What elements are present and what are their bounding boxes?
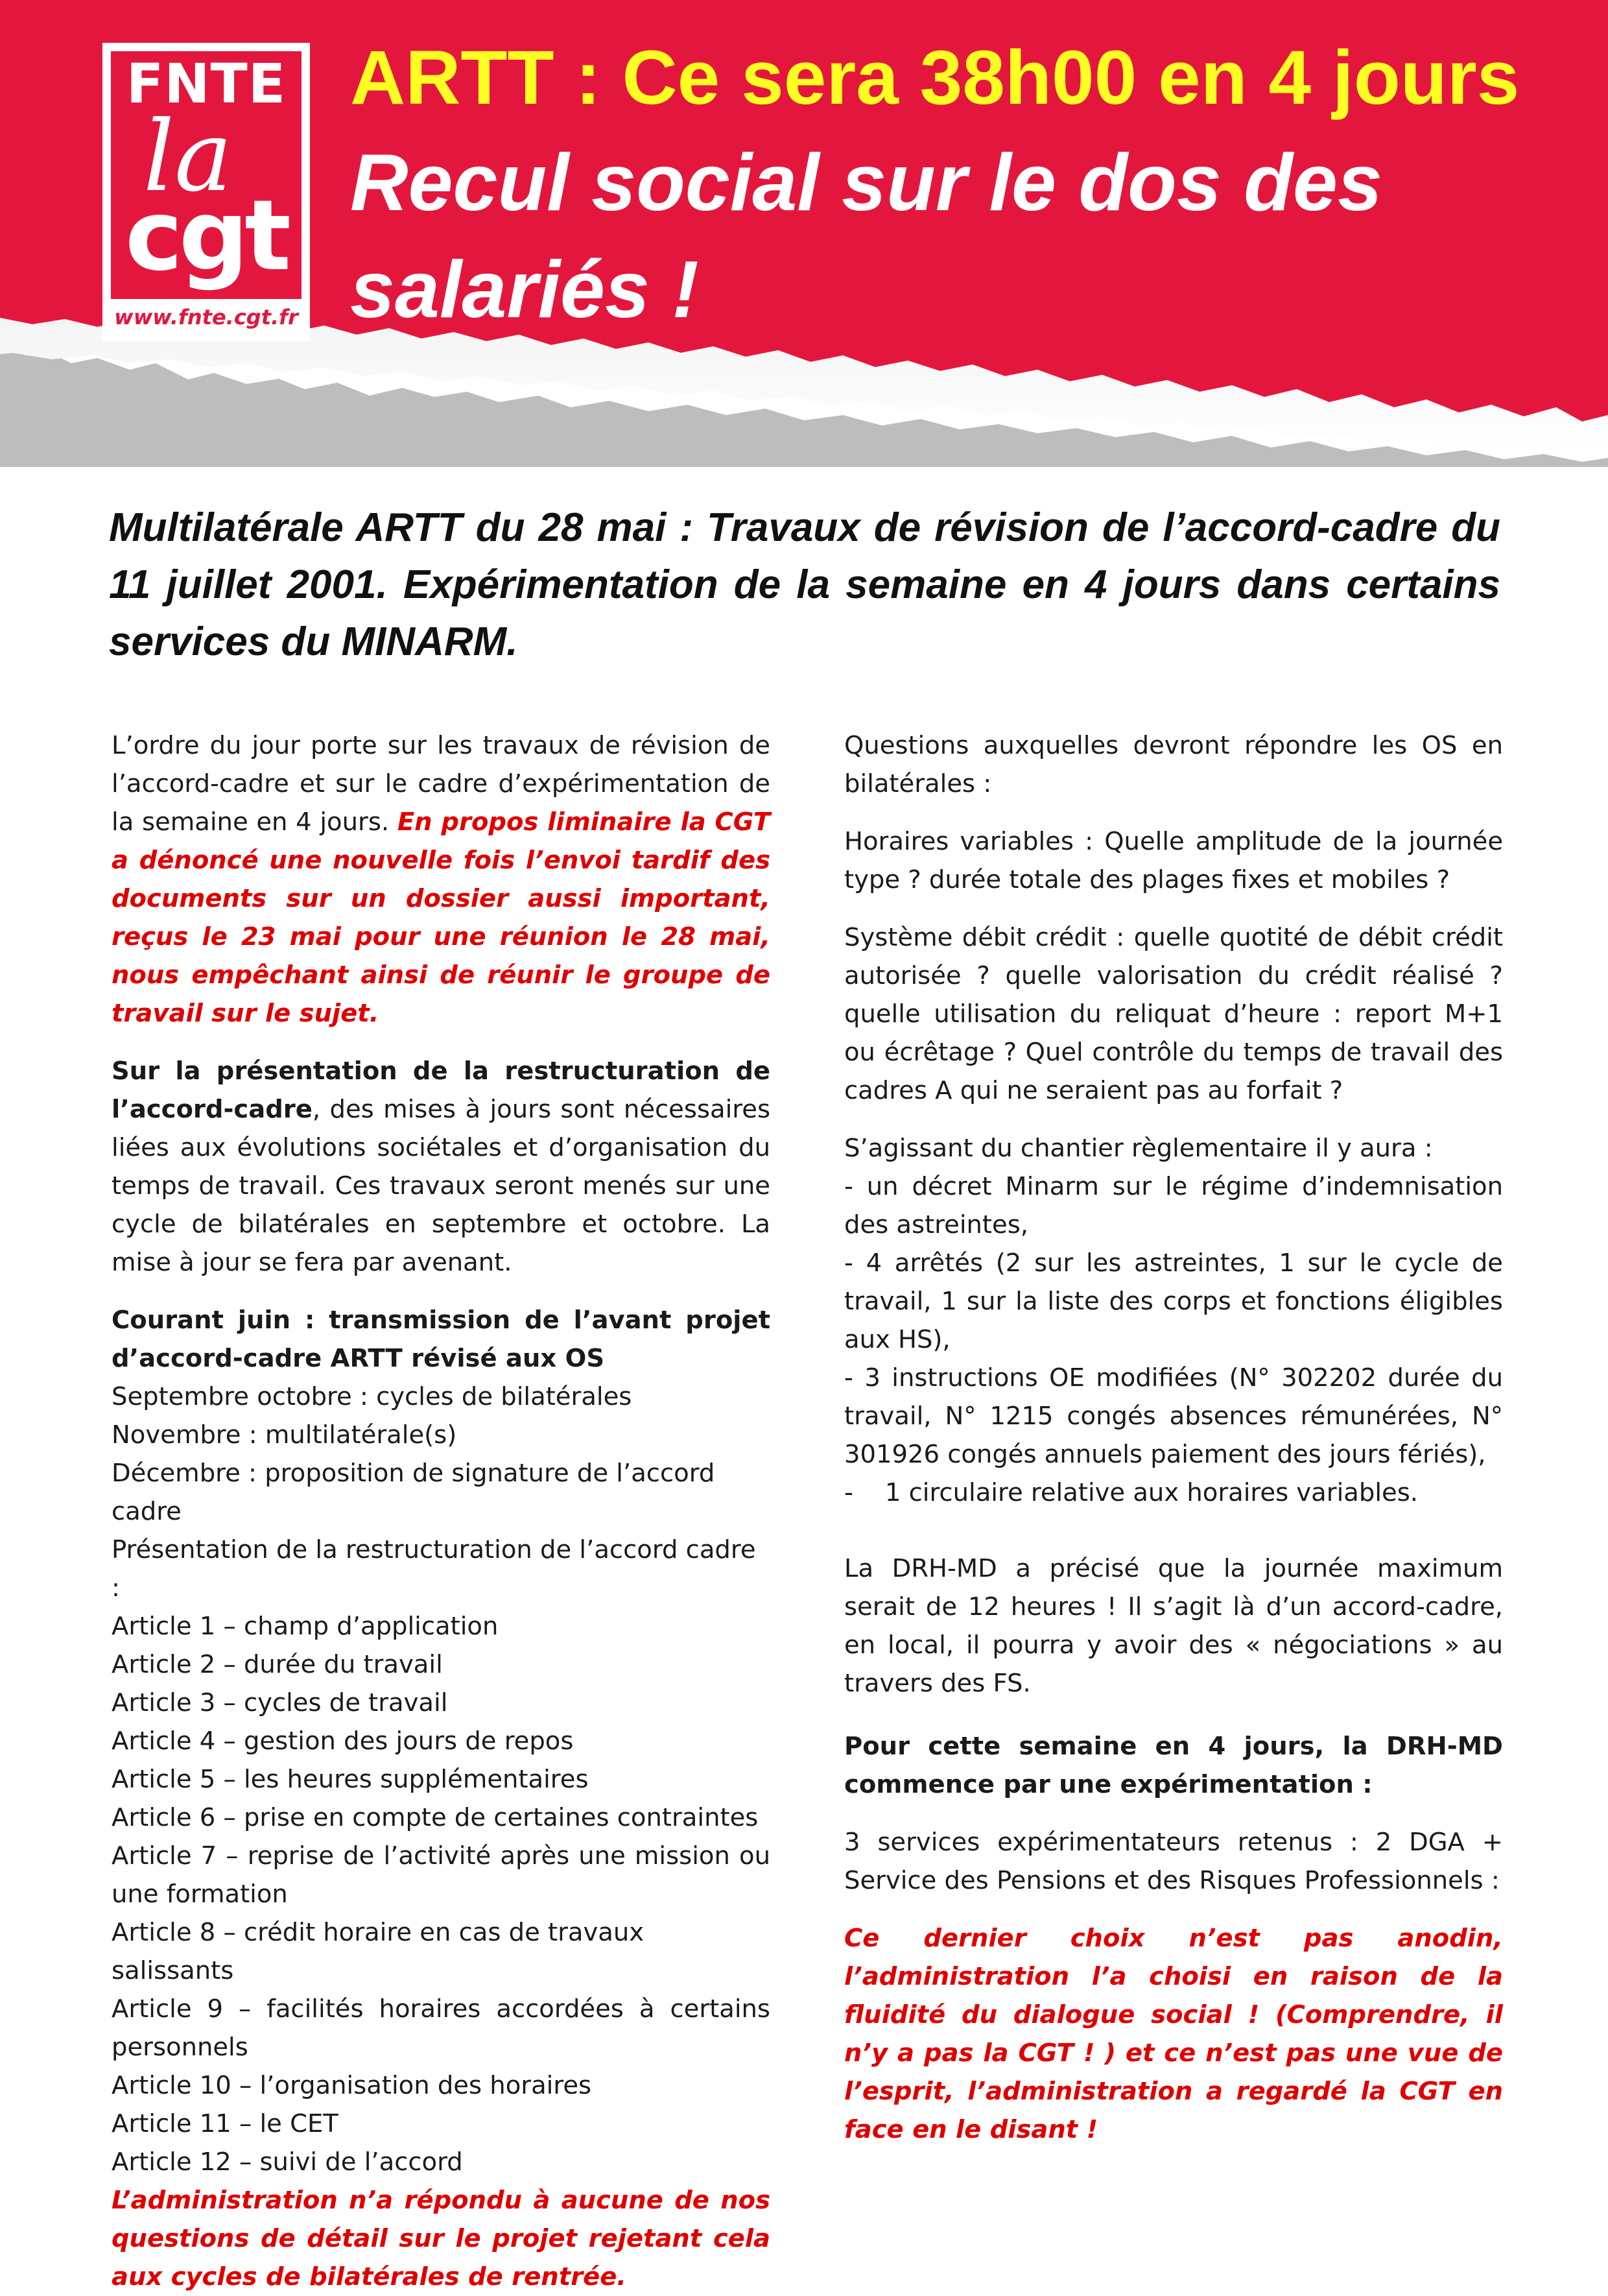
article-item: Article 12 – suivi de l’accord [112,2147,463,2177]
logo-red-panel [111,51,302,334]
document-subtitle: Multilatérale ARTT du 28 mai : Travaux de révision de l’accord-cadre du 11 juillet 2001. Expérimentation de la semaine en 4 jours dans certains services du MINARM. [109,505,1500,664]
list-item: Décembre : proposition de signature de l’accord cadre [112,1459,715,1526]
article-item: Article 2 – durée du travail [112,1650,443,1679]
services-paragraph: 3 services expérimentateurs retenus : 2 DGA + Service des Pensions et des Risques Professionnels : [844,1828,1503,1895]
article-item: Article 9 – facilités horaires accordées à certains personnels [112,1994,770,2062]
calendar-heading: Courant juin : transmission de l’avant projet d’accord-cadre ARTT révisé aux OS [112,1306,770,1373]
list-item: - un décret Minarm sur le régime d’indemnisation des astreintes, [844,1172,1503,1239]
article-item: Article 7 – reprise de l’activité après une mission ou une formation [112,1841,770,1909]
article-item: Article 3 – cycles de travail [112,1688,448,1717]
list-item: - 3 instructions OE modifiées (N° 302202 durée du travail, N° 1215 congés absences rémunérées, N° 301926 congés annuels paiement des jours fériés), [844,1363,1503,1469]
intro-text: L’ordre du jour porte sur les travaux de révision de l’accord-cadre et sur le cadre d’expérimentation de la semaine en 4 jours. [112,731,770,837]
logo-la-text: la [143,101,233,213]
restructuration-text: , des mises à jours sont nécessaires liées aux évolutions sociétales et d’organisation du temps de travail. Ces travaux seront menés sur une cycle de bilatérales en septembre et octobre. La mise à jour se fera par avenant. [112,1095,770,1277]
logo-cgt-text: cgt [125,180,287,293]
page-title-line2: Recul social sur le dos des salariés ! [350,138,1382,335]
article-item: Article 4 – gestion des jours de repos [112,1727,574,1756]
right-column [844,726,1503,2168]
list-item: - 4 arrêtés (2 sur les astreintes, 1 sur le cycle de travail, 1 sur la liste des corps et fonctions éligibles aux HS), [844,1249,1503,1354]
article-item: Article 6 – prise en compte de certaines contraintes [112,1803,759,1832]
article-item: Article 1 – champ d’application [112,1612,499,1641]
horaires-variables-paragraph: Horaires variables : Quelle amplitude de la journée type ? durée totale des plages fixes et mobiles ? [844,827,1503,894]
restructuration-heading: Sur la présentation de la restructuration de l’accord-cadre [112,1057,770,1124]
restructuration-paragraph [112,1052,770,1282]
calendar-block [112,1301,770,2296]
logo-url-text: www.fnte.cgt.fr [111,299,302,335]
closing-highlight-right: Ce dernier choix n’est pas anodin, l’administration l’a choisi en raison de la fluidité du dialogue social ! (Comprendre, il n’y a pas la CGT ! ) et ce n’est pas une vue de l’esprit, l’administration a regardé la CGT en face en le disant ! [844,1924,1503,2144]
drh-precision-paragraph: La DRH-MD a précisé que la journée maximum serait de 12 heures ! Il s’agit là d’un accord-cadre, en local, il pourra y avoir des « négociations » au travers des FS. [844,1554,1503,1698]
page-title: ARTT : Ce sera 38h00 en 4 jours [350,35,1520,121]
article-item: Article 10 – l’organisation des horaires [112,2071,592,2100]
reglementaire-intro: S’agissant du chantier règlementaire il y aura : [844,1134,1433,1163]
fnte-cgt-logo [102,43,310,341]
article-item: Article 5 – les heures supplémentaires [112,1765,589,1794]
closing-highlight: L’administration n’a répondu à aucune de nos questions de détail sur le projet rejetant cela aux cycles de bilatérales de rentrée. [112,2186,770,2291]
intro-paragraph [112,726,770,1033]
intro-highlight: En propos liminaire la CGT a dénoncé une nouvelle fois l’envoi tardif des documents sur un dossier aussi important, reçus le 23 mai pour une réunion le 28 mai, nous empêchant ainsi de réunir le groupe de travail sur le sujet. [112,807,770,1028]
debit-credit-paragraph: Système débit crédit : quelle quotité de débit crédit autorisée ? quelle valorisation du crédit réalisé ? quelle utilisation du reliquat d’heure : report M+1 ou écrêtage ? Quel contrôle du temps de travail des cadres A qui ne seraient pas au forfait ? [844,923,1503,1105]
experimentation-heading: Pour cette semaine en 4 jours, la DRH-MD commence par une expérimentation : [844,1732,1503,1799]
list-item: Présentation de la restructuration de l’accord cadre : [112,1535,756,1603]
article-item: Article 8 – crédit horaire en cas de travaux salissants [112,1918,644,1985]
logo-fnte-text: FNTE [126,52,287,115]
list-item: - 1 circulaire relative aux horaires variables. [844,1478,1419,1507]
reglementaire-block [844,1129,1503,1512]
questions-intro: Questions auxquelles devront répondre les OS en bilatérales : [844,731,1503,798]
left-column [112,726,770,2296]
list-item: Septembre octobre : cycles de bilatérales [112,1382,632,1411]
article-item: Article 11 – le CET [112,2109,338,2138]
list-item: Novembre : multilatérale(s) [112,1420,457,1450]
